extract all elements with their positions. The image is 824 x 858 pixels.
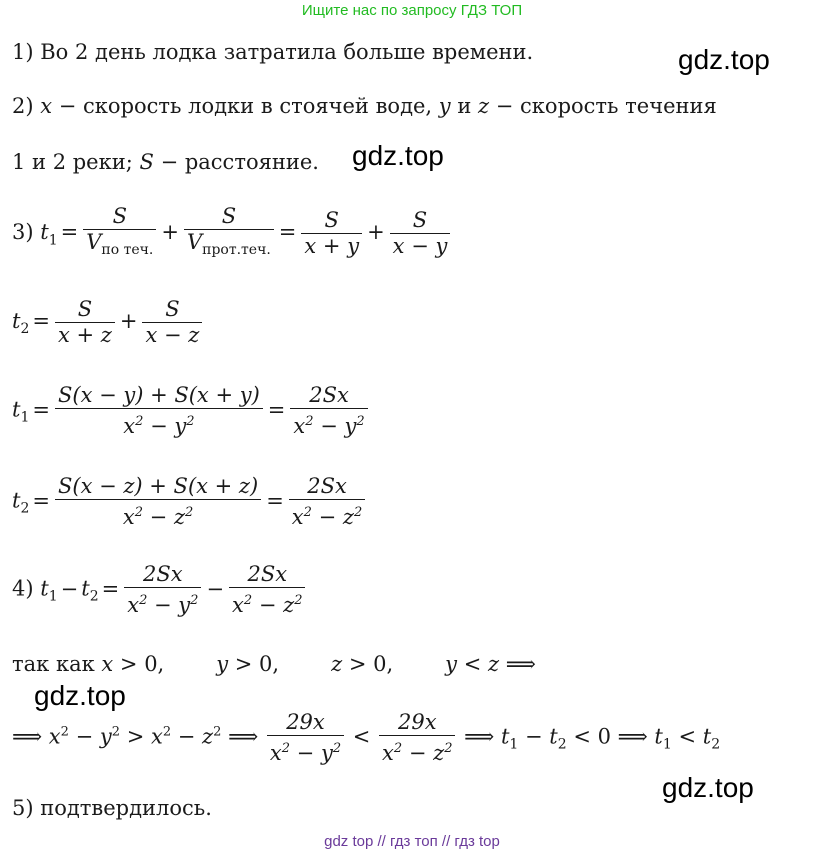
denominator: $x^2 - z^2$ <box>382 741 453 765</box>
fraction <box>290 383 367 439</box>
fraction <box>390 208 451 259</box>
fraction <box>55 383 263 439</box>
denominator: $x^2 - y^2$ <box>269 741 342 765</box>
search-banner[interactable]: Ищите нас по запросу ГДЗ ТОП <box>301 2 523 19</box>
equation-t1-definition: 3) $t_1$ = $\frac{S}{V_{по теч.}}$ + $\frac{S}{V_{прот.теч.}}$ = $\frac{S}{x + y}$ + $\frac{S}{x - y}$ <box>12 204 452 263</box>
equation-difference: 4) $t_1 - t_2$ = $\frac{2Sx}{x^2 - y^2}$ − $\frac{2Sx}{x^2 - z^2}$ <box>12 562 307 618</box>
denominator: $x^2 - y^2$ <box>293 414 365 438</box>
numerator: S(x − y) + S(x + y) <box>55 383 263 409</box>
item-number: 3) <box>12 220 34 245</box>
var-V: V <box>186 230 203 254</box>
subscript: 2 <box>20 321 30 338</box>
denominator: x + y <box>304 234 360 259</box>
denominator: $x^2 - z^2$ <box>232 593 303 617</box>
var-t: t <box>12 309 21 333</box>
numerator: S <box>390 208 451 234</box>
numerator: 29x <box>267 710 344 736</box>
fraction <box>142 297 202 348</box>
denominator: x + z <box>57 323 112 347</box>
text: и <box>450 94 479 118</box>
footer-links[interactable]: gdz top // гдз топ // гдз top <box>324 833 500 850</box>
denominator: x − z <box>145 323 200 347</box>
denominator: $x^2 - z^2$ <box>122 505 194 529</box>
numerator: S(x − z) + S(x + z) <box>55 474 261 500</box>
watermark-logo: gdz.top <box>352 140 444 171</box>
equation-t2-definition: $t_2$ = $\frac{S}{x + z}$ + $\frac{S}{x - z}$ <box>12 297 204 348</box>
subscript: 2 <box>89 588 99 605</box>
subscript: 1 <box>48 232 58 249</box>
var-y: y <box>438 94 451 118</box>
numerator: 2Sx <box>289 474 365 500</box>
text: так как <box>12 652 95 676</box>
var-z: z <box>478 94 490 118</box>
answer-line-1: 1) Во 2 день лодка затратила больше времени. <box>12 40 534 64</box>
subscript: 1 <box>48 588 58 605</box>
subscript: по теч. <box>101 242 154 259</box>
var-V: V <box>86 230 102 254</box>
item-number: 4) <box>12 576 34 601</box>
var-S: S <box>139 150 154 174</box>
answer-line-2 <box>12 92 717 120</box>
numerator: S <box>301 208 362 234</box>
var-t: t <box>40 576 49 601</box>
fraction <box>301 208 362 259</box>
fraction <box>55 474 261 530</box>
text: − расстояние. <box>153 150 319 174</box>
text: − скорость течения <box>489 94 717 118</box>
denominator: x − y <box>392 234 448 259</box>
numerator: 2Sx <box>290 383 367 409</box>
fraction <box>124 562 201 618</box>
subscript: 2 <box>20 500 30 517</box>
fraction <box>379 710 455 766</box>
equation-t1-combined: $t_1$ = $\frac{S(x - y) + S(x + y)}{x^2 - y^2}$ = $\frac{2Sx}{x^2 - y^2}$ <box>12 383 370 439</box>
conclusion-chain: ⟹ $x^2 - y^2 > x^2 - z^2$ ⟹ $\frac{29x}{x^2 - y^2}$ < $\frac{29x}{x^2 - z^2}$ ⟹ $t_1 - t_2 < 0$ ⟹ $t_1 < t_2$ <box>12 710 721 765</box>
numerator: 29x <box>379 710 455 736</box>
numerator: S <box>83 204 156 230</box>
var-t: t <box>12 397 21 422</box>
fraction <box>229 562 305 618</box>
equation-t2-combined: $t_2$ = $\frac{S(x - z) + S(x + z)}{x^2 - z^2}$ = $\frac{2Sx}{x^2 - z^2}$ <box>12 474 367 530</box>
watermark-logo: gdz.top <box>678 44 770 75</box>
numerator: S <box>55 297 115 323</box>
numerator: 2Sx <box>124 562 201 588</box>
var-t: t <box>81 576 90 601</box>
denominator: $x^2 - y^2$ <box>123 414 195 438</box>
fraction <box>83 204 156 263</box>
denominator: $x^2 - z^2$ <box>291 505 363 529</box>
fraction <box>289 474 365 530</box>
text: − скорость лодки в стоячей воде, <box>52 94 439 118</box>
item-number: 2) <box>12 94 34 118</box>
numerator: S <box>184 204 274 230</box>
conditions-line: так как x > 0, y > 0, z > 0, y < z ⟹ <box>12 652 536 676</box>
watermark-logo: gdz.top <box>662 772 754 803</box>
var-t: t <box>40 220 49 245</box>
fraction <box>267 710 344 766</box>
denominator: $x^2 - y^2$ <box>127 593 199 617</box>
watermark-logo: gdz.top <box>34 680 126 711</box>
numerator: S <box>142 297 202 323</box>
subscript: прот.теч. <box>202 242 271 259</box>
answer-line-3 <box>12 148 319 176</box>
var-t: t <box>12 488 21 513</box>
var-x: x <box>40 94 53 118</box>
text: 1 и 2 реки; <box>12 150 140 174</box>
fraction <box>184 204 274 263</box>
numerator: 2Sx <box>229 562 305 588</box>
subscript: 1 <box>20 409 30 426</box>
answer-line-5: 5) подтвердилось. <box>12 796 212 820</box>
fraction <box>55 297 115 348</box>
